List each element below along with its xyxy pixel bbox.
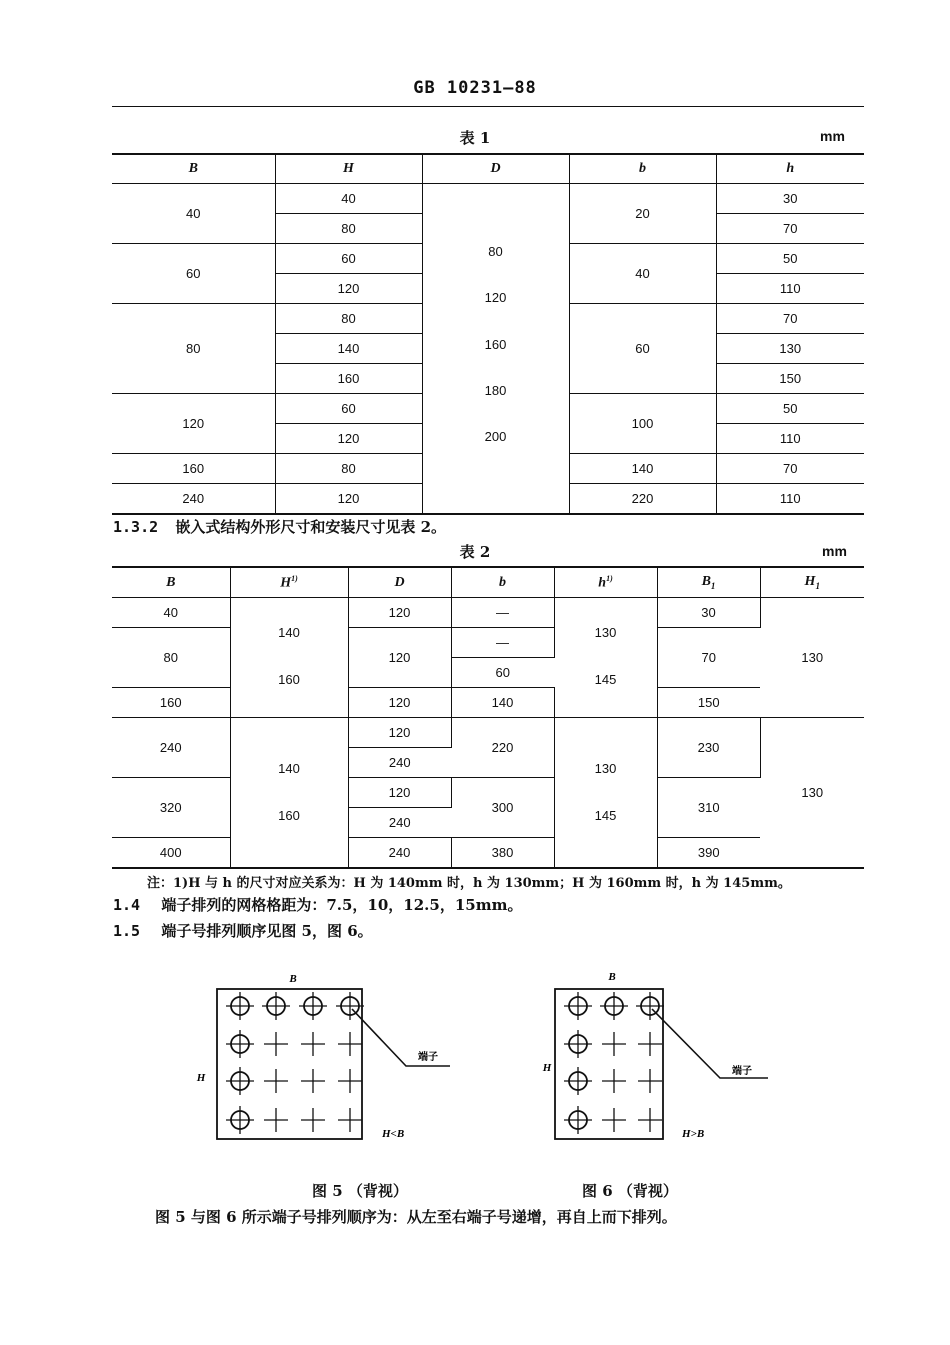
terminal-icon [564,992,592,1020]
table-cell: 110 [716,274,864,304]
table-cell: 60 [569,304,716,394]
table-cell: 130 [801,785,824,800]
figure5-label-H: H [196,1072,206,1084]
figure6-diagram [542,971,768,1140]
grid-point-icon [338,1108,362,1132]
table2-header-H1 [760,567,864,598]
table-cell: 200 [484,429,507,444]
header-letter: H [804,574,816,590]
grid-point-icon [264,1069,288,1093]
table-cell: 300 [451,778,554,838]
table-cell: 130 [594,761,617,776]
section-1-3-2 [113,516,446,537]
table-cell: 150 [716,364,864,394]
section-text: 端子号排列顺序见图 5，图 6。 [161,922,373,940]
table-cell: 240 [348,838,451,869]
grid-point-icon [638,1032,662,1056]
table2-header-B1 [657,567,760,598]
table-cell: 120 [348,778,451,808]
table-cell: 320 [112,778,230,838]
table-cell: 120 [348,688,451,718]
table2-H-lower [230,718,348,869]
table-cell: 70 [657,628,760,688]
grid-point-icon [338,1069,362,1093]
figure5-terminal-label: 端子 [418,1052,438,1063]
table-cell: 80 [275,304,422,334]
terminal-icon [226,1067,254,1095]
figure5-diagram [196,973,450,1140]
table-cell: 140 [278,625,300,640]
table-cell: 70 [716,304,864,334]
table-cell: 140 [275,334,422,364]
section-text: 端子排列的网格格距为：7.5，10，12.5，15mm。 [161,896,523,914]
table-cell: 145 [594,672,617,687]
table-cell: 140 [569,454,716,484]
table1-caption: 表 1 [459,129,491,147]
table1-header-b: b [569,154,716,184]
table-cell: 20 [569,184,716,244]
terminal-icon [336,992,364,1020]
table-cell: 80 [488,244,503,259]
table-cell: 120 [275,274,422,304]
figure5-caption: 图 5 （背视） [312,1182,408,1200]
table-cell: 30 [716,184,864,214]
table-cell: 100 [569,394,716,454]
terminal-icon [600,992,628,1020]
table-cell: — [451,598,554,628]
table-cell: 240 [348,748,451,778]
header-rule [112,106,864,107]
table-cell: 130 [716,334,864,364]
table-cell: 120 [484,290,507,305]
table-cell: 80 [112,304,275,394]
grid-point-icon [638,1108,662,1132]
table2-note: 注：1)H 与 h 的尺寸对应关系为：H 为 140mm 时，h 为 130mm；H 为 160mm 时，h 为 145mm。 [147,876,791,891]
grid-point-icon [638,1069,662,1093]
table-cell: 120 [112,394,275,454]
figure6-label-H: H [542,1062,552,1074]
table-cell: 140 [451,688,554,718]
table-cell: 110 [779,491,801,506]
table-cell: 220 [451,718,554,778]
figure5-label-B: B [289,973,297,985]
figure6-caption: 图 6 （背视） [582,1182,678,1200]
figure6-label-B: B [608,971,616,983]
figure5-condition: H<B [382,1128,405,1140]
grid-point-icon [602,1069,626,1093]
terminal-icon [226,992,254,1020]
figure6-condition: H>B [682,1128,705,1140]
table2-unit: mm [822,543,847,559]
table2-header-H [230,567,348,598]
table-cell: 180 [484,383,507,398]
terminal-icon [226,1030,254,1058]
table-cell: 30 [657,598,760,628]
terminal-icon [262,992,290,1020]
table-cell: 130 [760,598,864,718]
table-cell: 240 [112,718,230,778]
table2-caption: 表 2 [459,543,491,561]
table1-header-H: H [275,154,422,184]
table-cell: 120 [348,718,451,748]
table-cell: 150 [657,688,760,718]
table-cell: 50 [716,244,864,274]
table-cell: 120 [275,424,422,454]
table2-header-h [554,567,657,598]
terminal-icon [564,1106,592,1134]
header-letter: B [701,574,711,590]
table1-unit: mm [820,128,845,144]
table-cell: 140 [278,761,300,776]
table-cell: 160 [112,688,230,718]
header-letter: h [598,575,607,591]
table-cell: 220 [569,484,716,515]
figures-area [0,960,950,1200]
grid-point-icon [264,1032,288,1056]
table-cell: 160 [275,364,422,394]
table2-header-b: b [451,567,554,598]
table-cell: 60 [451,658,554,688]
table1-header-h: h [716,154,864,184]
table-cell: 70 [716,454,864,484]
grid-point-icon [301,1032,325,1056]
terminal-icon [564,1067,592,1095]
table2-h-lower [554,718,657,869]
table-cell: 310 [657,778,760,838]
figure5-frame [217,989,362,1139]
table-cell: 80 [275,454,422,484]
terminal-icon [564,1030,592,1058]
section-number: 1.5 [113,922,141,940]
header-sub: 1 [815,580,820,591]
table-cell: 110 [716,424,864,454]
table2-header-B: B [112,567,230,598]
table-cell: 60 [112,244,275,304]
table1-header-D: D [422,154,569,184]
table1-D-column [422,184,569,515]
table-cell: 40 [112,184,275,244]
section-number: 1.4 [113,896,141,914]
table-cell: 145 [594,808,617,823]
page-header: GB 10231—88 [413,78,537,98]
terminal-icon [299,992,327,1020]
grid-point-icon [264,1108,288,1132]
table-cell: 80 [275,214,422,244]
table-cell: 240 [348,808,451,838]
section-text: 嵌入式结构外形尺寸和安装尺寸见表 2。 [175,518,447,536]
table-cell: 120 [348,598,451,628]
header-sub: 1 [710,580,716,591]
table-cell: 160 [278,672,300,687]
table1 [112,153,864,515]
table-cell: 160 [278,808,300,823]
table-cell: 120 [275,484,422,515]
table2-header-D: D [348,567,451,598]
table-cell: — [451,628,554,658]
table-cell: 240 [112,484,275,515]
table-cell: 160 [484,337,507,352]
table-cell: 400 [112,838,230,869]
table-cell: 40 [112,598,230,628]
table-cell: 160 [112,454,275,484]
figure-order-text: 图 5 与图 6 所示端子号排列顺序为：从左至右端子号递增，再自上而下排列。 [155,1208,677,1226]
table-cell: 230 [657,718,760,778]
section-1-4 [113,894,522,915]
table2-h-upper [554,598,657,718]
table2-H-upper [230,598,348,718]
section-1-5 [113,920,373,941]
grid-point-icon [338,1032,362,1056]
table-cell: 390 [697,845,720,860]
grid-point-icon [602,1108,626,1132]
header-sup: 1) [291,573,298,583]
table-cell: 70 [716,214,864,244]
header-letter: H [280,575,292,591]
table-cell: 50 [716,394,864,424]
header-sup: 1) [606,573,613,583]
terminal-icon [226,1106,254,1134]
figure6-terminal-label: 端子 [732,1066,752,1077]
grid-point-icon [602,1032,626,1056]
grid-point-icon [301,1069,325,1093]
table-cell: 40 [275,184,422,214]
grid-point-icon [301,1108,325,1132]
table-cell: 120 [348,628,451,688]
table-cell: 380 [451,838,554,869]
section-number: 1.3.2 [113,518,159,536]
table2 [112,566,864,869]
table-cell: 60 [275,244,422,274]
table-cell: 40 [569,244,716,304]
table-cell: 130 [594,625,617,640]
table-cell: 60 [275,394,422,424]
table-cell: 80 [112,628,230,688]
table1-header-B: B [112,154,275,184]
